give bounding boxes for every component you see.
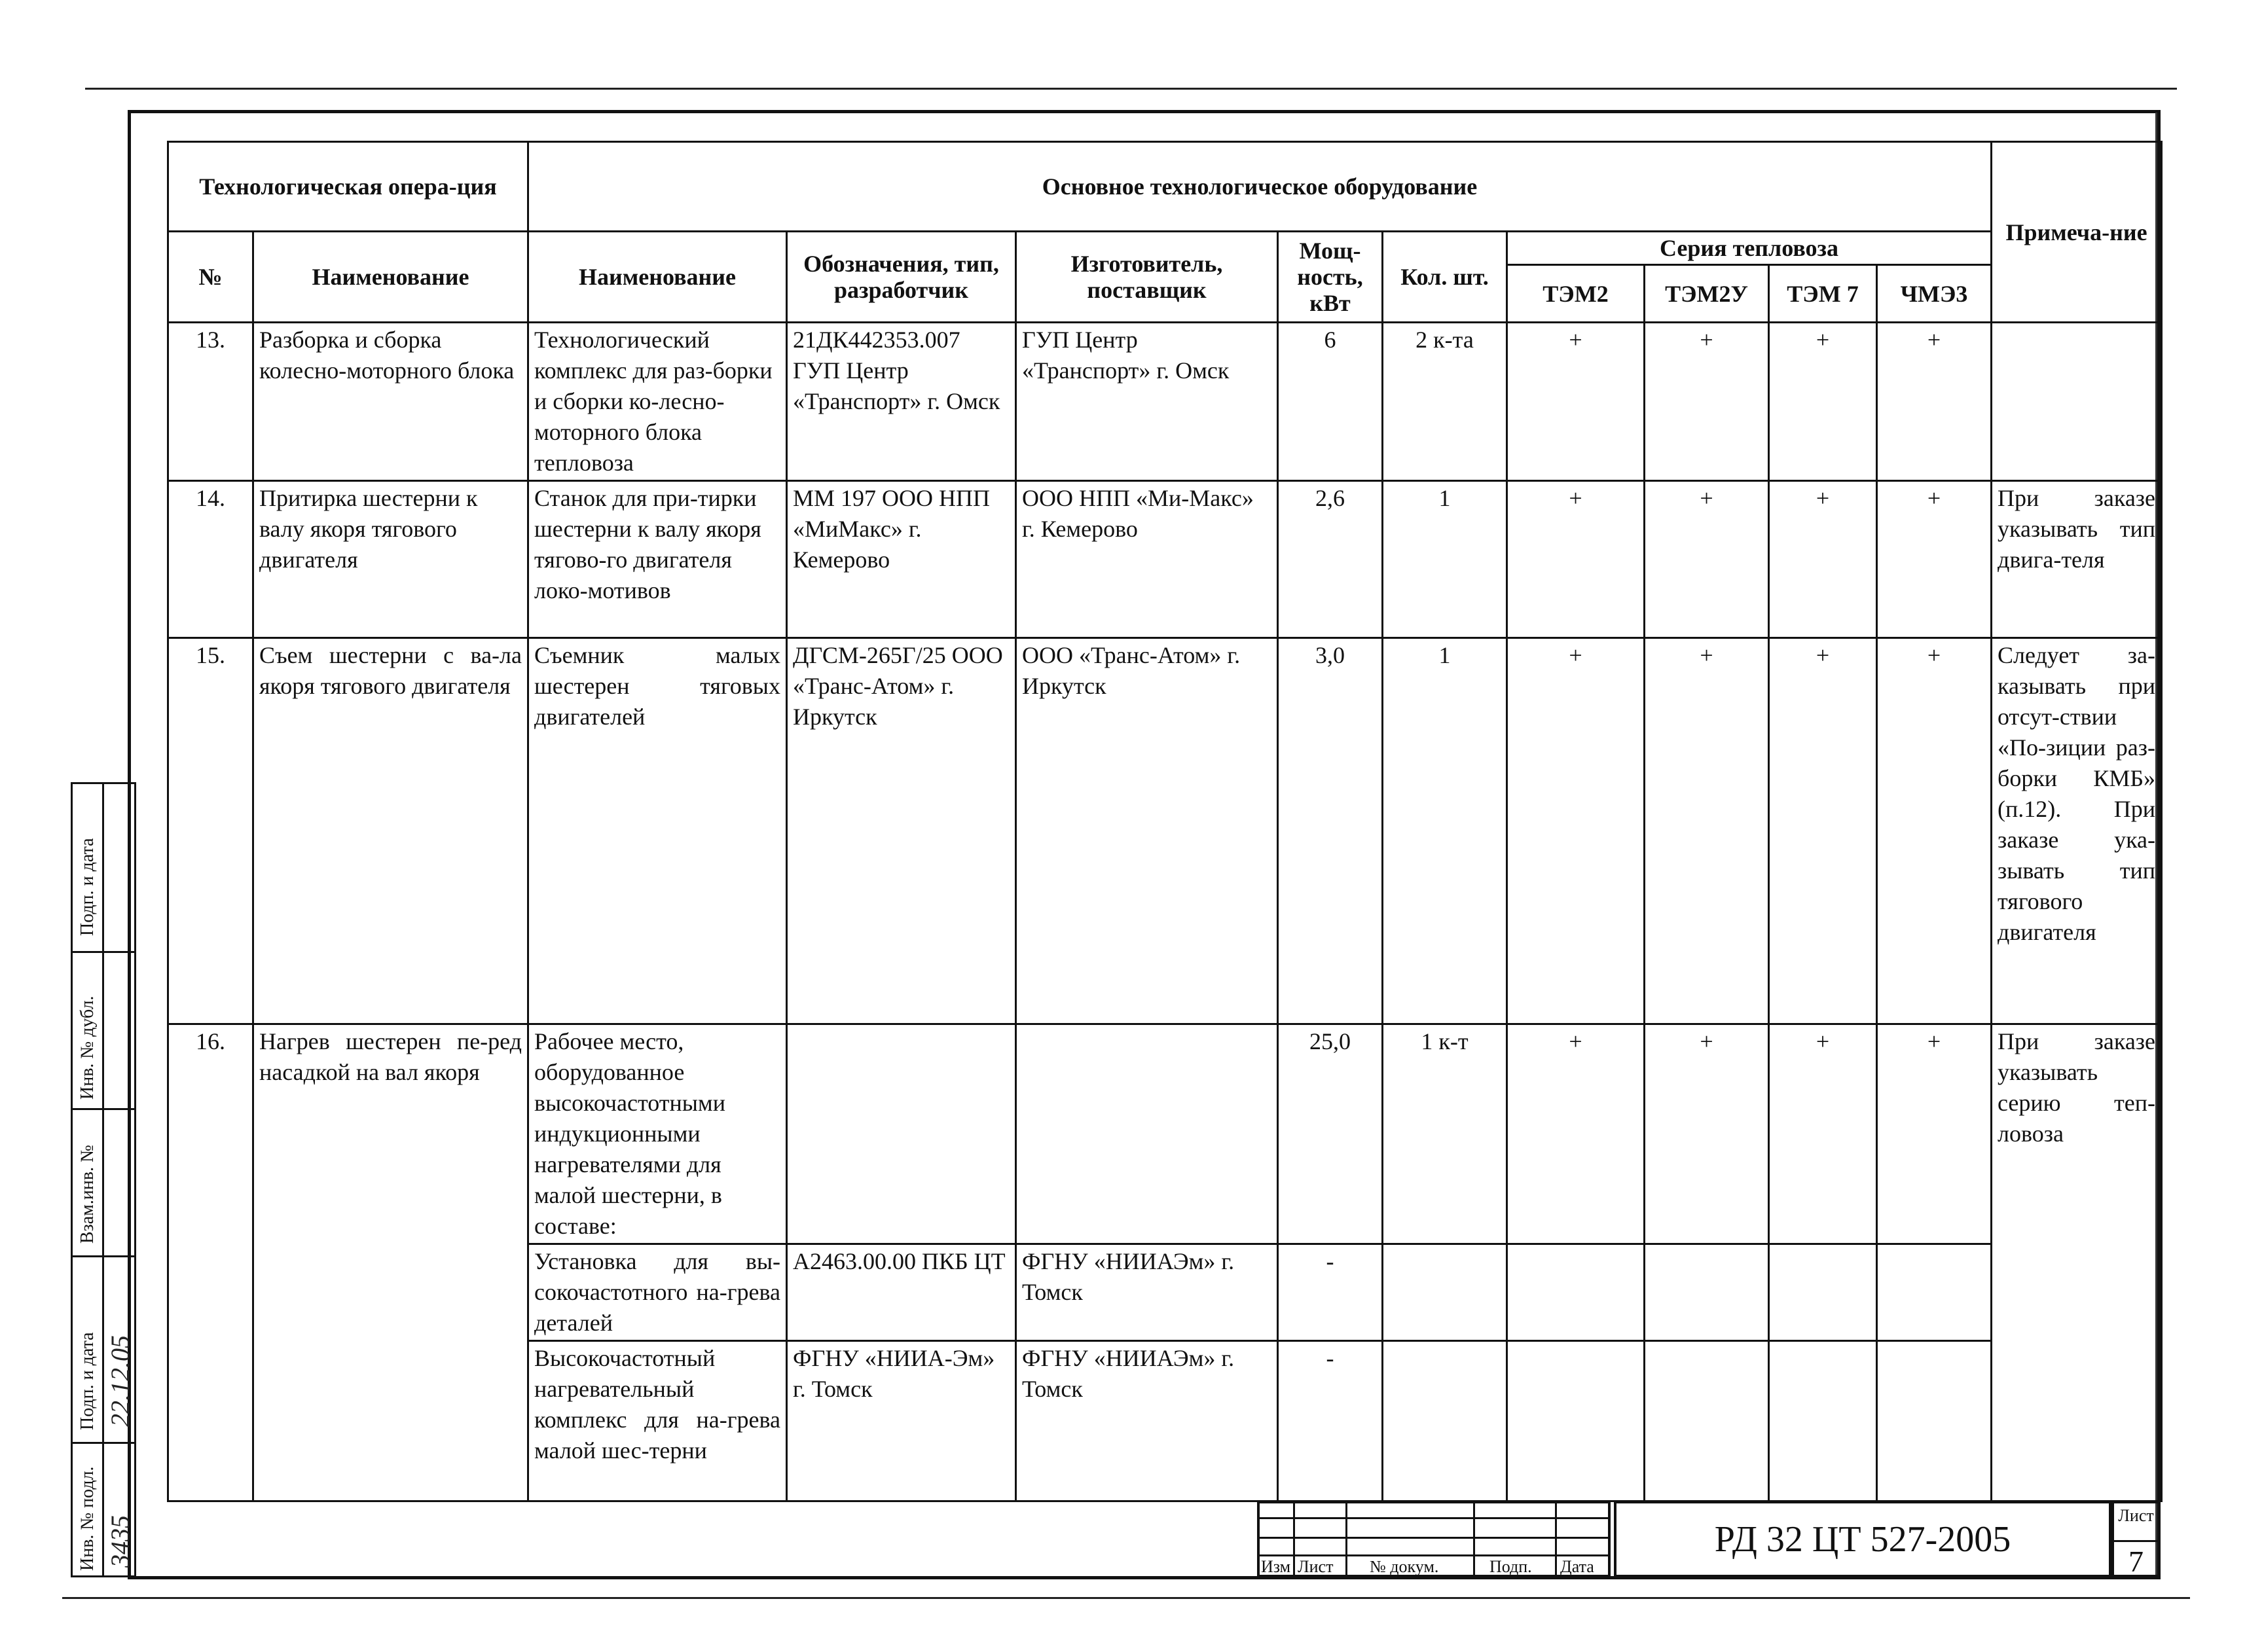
header-qty: Кол. шт. [1383, 232, 1507, 323]
row-qty [1383, 1244, 1507, 1341]
bottom-rule [62, 1597, 2190, 1599]
row-equipment: Рабочее место, оборудованное высокочастотными индукционными нагревателями для малой шестерни, в составе: [528, 1024, 787, 1244]
row-operation: Нагрев шестерен пе-ред насадкой на вал якоря [253, 1024, 528, 1501]
tb-label-date: Дата [1560, 1557, 1594, 1576]
row-equipment: Высокочастотный нагревательный комплекс для на-грева малой шес-терни [528, 1341, 787, 1501]
row-series-mark: + [1769, 1024, 1877, 1244]
row-manufacturer: ГУП Центр «Транспорт» г. Омск [1016, 323, 1278, 481]
header-operation: Технологическая опера-ция [168, 142, 528, 232]
row-equipment: Установка для вы-сокочастотного на-грева деталей [528, 1244, 787, 1341]
header-series: Серия тепловоза [1507, 232, 1992, 265]
row-note: Следует за-казывать при отсут-ствии «По-зиции раз-борки КМБ» (п.12). При заказе ука-зывать тип тягового двигателя [1992, 638, 2162, 1024]
row-operation: Разборка и сборка колесно-моторного блока [253, 323, 528, 481]
row-power: 6 [1278, 323, 1383, 481]
row-series-mark [1769, 1244, 1877, 1341]
row-manufacturer: ФГНУ «НИИАЭм» г. Томск [1016, 1341, 1278, 1501]
top-rule [85, 88, 2177, 90]
header-eq-name: Наименование [528, 232, 787, 323]
row-num: 16. [168, 1024, 253, 1501]
row-num: 15. [168, 638, 253, 1024]
row-series-mark: + [1645, 1024, 1769, 1244]
row-qty: 1 [1383, 638, 1507, 1024]
header-series-col: ЧМЭ3 [1877, 265, 1992, 323]
row-note: При заказе указывать серию теп-ловоза [1992, 1024, 2162, 1501]
row-series-mark [1877, 1244, 1992, 1341]
row-qty: 1 [1383, 481, 1507, 638]
row-series-mark [1877, 1341, 1992, 1501]
row-series-mark: + [1769, 323, 1877, 481]
row-num: 13. [168, 323, 253, 481]
row-note [1992, 323, 2162, 481]
row-series-mark: + [1877, 481, 1992, 638]
document-code: РД 32 ЦТ 527-2005 [1614, 1501, 2111, 1577]
equipment-table [167, 141, 2163, 1502]
row-series-mark [1645, 1341, 1769, 1501]
row-power: 25,0 [1278, 1024, 1383, 1244]
strip-label: Взам.инв. № [77, 1145, 98, 1244]
row-designation: 21ДК442353.007 ГУП Центр «Транспорт» г. Омск [787, 323, 1016, 481]
row-power: - [1278, 1244, 1383, 1341]
header-equipment: Основное технологическое оборудование [528, 142, 1992, 232]
row-series-mark: + [1507, 638, 1645, 1024]
row-power: - [1278, 1341, 1383, 1501]
sheet-number: 7 [2128, 1545, 2144, 1578]
tb-label-docnum: № докум. [1370, 1557, 1439, 1576]
strip-label: Инв. № подл. [77, 1466, 98, 1571]
table-row [168, 1024, 2162, 1244]
row-series-mark: + [1769, 638, 1877, 1024]
row-series-mark: + [1877, 638, 1992, 1024]
header-op-name: Наименование [253, 232, 528, 323]
tb-label-sheet: Лист [1298, 1557, 1334, 1576]
sheet-label: Лист [2118, 1506, 2154, 1525]
header-power: Мощ-ность, кВт [1278, 232, 1383, 323]
strip-label: Подп. и дата [77, 1332, 98, 1430]
handwritten-date: 22.12.05 [105, 1335, 135, 1427]
row-designation [787, 1024, 1016, 1244]
row-qty: 1 к-т [1383, 1024, 1507, 1244]
header-series-col: ТЭМ2 [1507, 265, 1645, 323]
row-manufacturer [1016, 1024, 1278, 1244]
header-num: № [168, 232, 253, 323]
row-series-mark: + [1507, 1024, 1645, 1244]
table-row [168, 323, 2162, 481]
row-qty: 2 к-та [1383, 323, 1507, 481]
row-equipment: Съемник малых шестерен тяговых двигателей [528, 638, 787, 1024]
header-designation: Обозначения, тип, разработчик [787, 232, 1016, 323]
row-manufacturer: ФГНУ «НИИАЭм» г. Томск [1016, 1244, 1278, 1341]
header-note: Примеча-ние [1992, 142, 2162, 323]
row-manufacturer: ООО «Транс-Атом» г. Иркутск [1016, 638, 1278, 1024]
row-designation: ММ 197 ООО НПП «МиМакс» г. Кемерово [787, 481, 1016, 638]
row-series-mark: + [1507, 481, 1645, 638]
row-designation: А2463.00.00 ПКБ ЦТ [787, 1244, 1016, 1341]
row-series-mark [1507, 1244, 1645, 1341]
row-operation: Притирка шестерни к валу якоря тягового двигателя [253, 481, 528, 638]
tb-label-sign: Подп. [1489, 1557, 1532, 1576]
row-power: 2,6 [1278, 481, 1383, 638]
row-series-mark: + [1645, 481, 1769, 638]
handwritten-number: 3435 [105, 1515, 135, 1568]
row-series-mark: + [1769, 481, 1877, 638]
row-series-mark: + [1877, 1024, 1992, 1244]
row-qty [1383, 1341, 1507, 1501]
strip-label: Подп. и дата [77, 838, 98, 936]
row-operation: Съем шестерни с ва-ла якоря тягового двигателя [253, 638, 528, 1024]
row-note: При заказе указывать тип двига-теля [1992, 481, 2162, 638]
header-manufacturer: Изготовитель, поставщик [1016, 232, 1278, 323]
row-series-mark [1769, 1341, 1877, 1501]
strip-label: Инв. № дубл. [77, 996, 98, 1100]
sheet-box [2111, 1501, 2161, 1577]
row-equipment: Технологический комплекс для раз-борки и сборки ко-лесно-моторного блока тепловоза [528, 323, 787, 481]
table-row [168, 481, 2162, 638]
header-series-col: ТЭМ 7 [1769, 265, 1877, 323]
row-designation: ФГНУ «НИИА-Эм» г. Томск [787, 1341, 1016, 1501]
row-designation: ДГСМ-265Г/25 ООО «Транс-Атом» г. Иркутск [787, 638, 1016, 1024]
row-series-mark: + [1877, 323, 1992, 481]
tb-label-change: Изм [1261, 1557, 1291, 1576]
row-manufacturer: ООО НПП «Ми-Макс» г. Кемерово [1016, 481, 1278, 638]
row-num: 14. [168, 481, 253, 638]
row-series-mark [1507, 1341, 1645, 1501]
row-equipment: Станок для при-тирки шестерни к валу якоря тягово-го двигателя локо-мотивов [528, 481, 787, 638]
table-row [168, 638, 2162, 1024]
row-series-mark: + [1507, 323, 1645, 481]
row-power: 3,0 [1278, 638, 1383, 1024]
header-series-col: ТЭМ2У [1645, 265, 1769, 323]
row-series-mark [1645, 1244, 1769, 1341]
row-series-mark: + [1645, 638, 1769, 1024]
row-series-mark: + [1645, 323, 1769, 481]
